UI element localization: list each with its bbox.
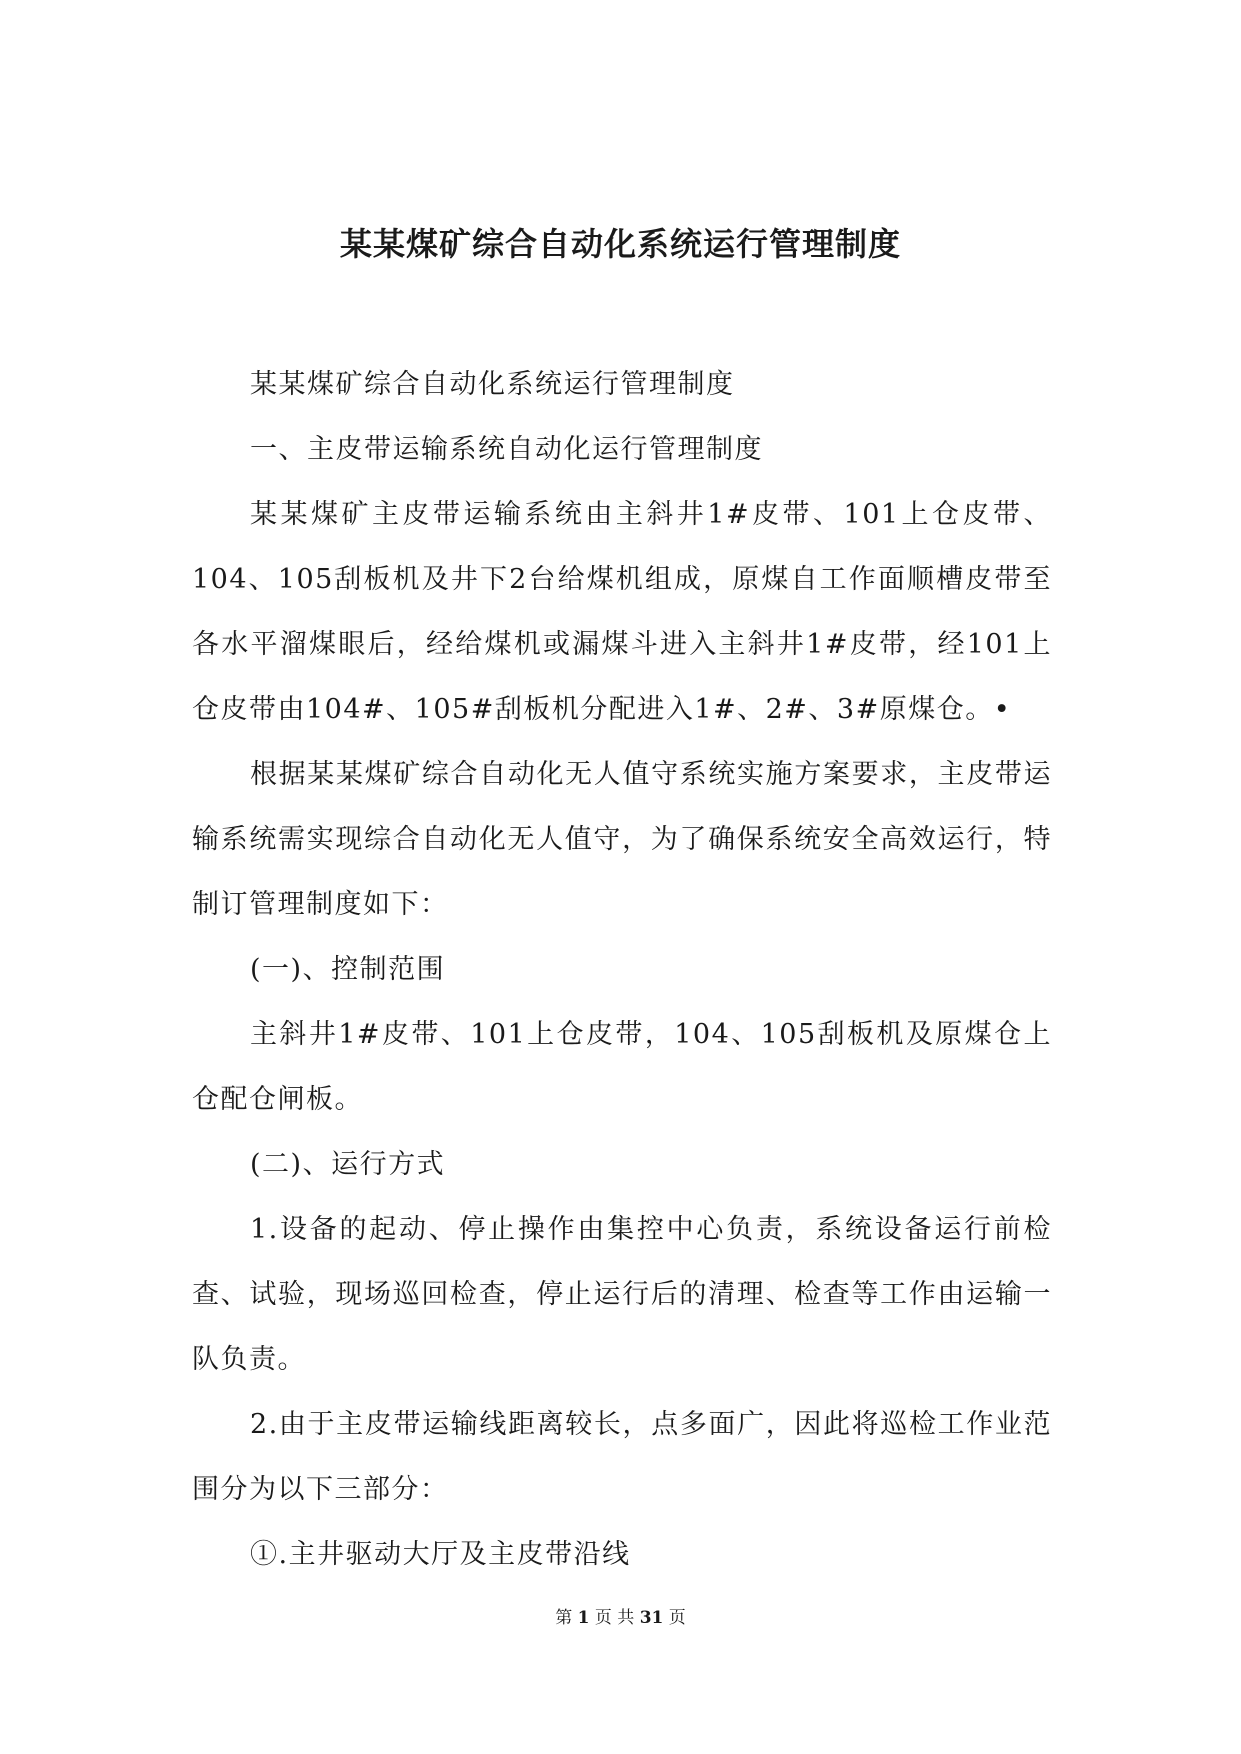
paragraph-control-scope-heading: (一)、控制范围 (250, 954, 446, 985)
footer-total-pages: 31 (639, 1608, 664, 1628)
page-footer (0, 1606, 1241, 1630)
footer-page-number: 1 (577, 1608, 590, 1628)
paragraph-operation-item-2: 2.由于主皮带运输线距离较长，点多面广，因此将巡检工作业范围分为以下三部分： (192, 1409, 1052, 1505)
paragraph-inspection-area-1: ①.主井驱动大厅及主皮带沿线 (250, 1539, 631, 1570)
paragraph-subtitle: 某某煤矿综合自动化系统运行管理制度 (250, 369, 735, 400)
footer-prefix: 第 (555, 1608, 573, 1628)
paragraph-control-scope: 主斜井1#皮带、101上仓皮带，104、105刮板机及原煤仓上仓配仓闸板。 (192, 1019, 1052, 1115)
paragraph-operation-mode-heading: (二)、运行方式 (250, 1149, 446, 1180)
footer-suffix: 页 (668, 1608, 686, 1628)
paragraph-requirements: 根据某某煤矿综合自动化无人值守系统实施方案要求，主皮带运输系统需实现综合自动化无人值守，为了确保系统安全高效运行，特制订管理制度如下： (192, 759, 1052, 920)
paragraph-operation-item-1: 1.设备的起动、停止操作由集控中心负责，系统设备运行前检查、试验，现场巡回检查，停止运行后的清理、检查等工作由运输一队负责。 (192, 1214, 1052, 1375)
document-title: 某某煤矿综合自动化系统运行管理制度 (339, 225, 901, 263)
paragraph-system-description: 某某煤矿主皮带运输系统由主斜井1#皮带、101上仓皮带、104、105刮板机及井下2台给煤机组成，原煤自工作面顺槽皮带至各水平溜煤眼后，经给煤机或漏煤斗进入主斜井1#皮带，经101上仓皮带由104#、105#刮板机分配进入1#、2#、3#原煤仓。• (192, 499, 1052, 725)
paragraph-section-heading: 一、主皮带运输系统自动化运行管理制度 (250, 434, 763, 465)
footer-middle: 页 共 (594, 1608, 635, 1628)
document-body (192, 352, 1052, 1587)
